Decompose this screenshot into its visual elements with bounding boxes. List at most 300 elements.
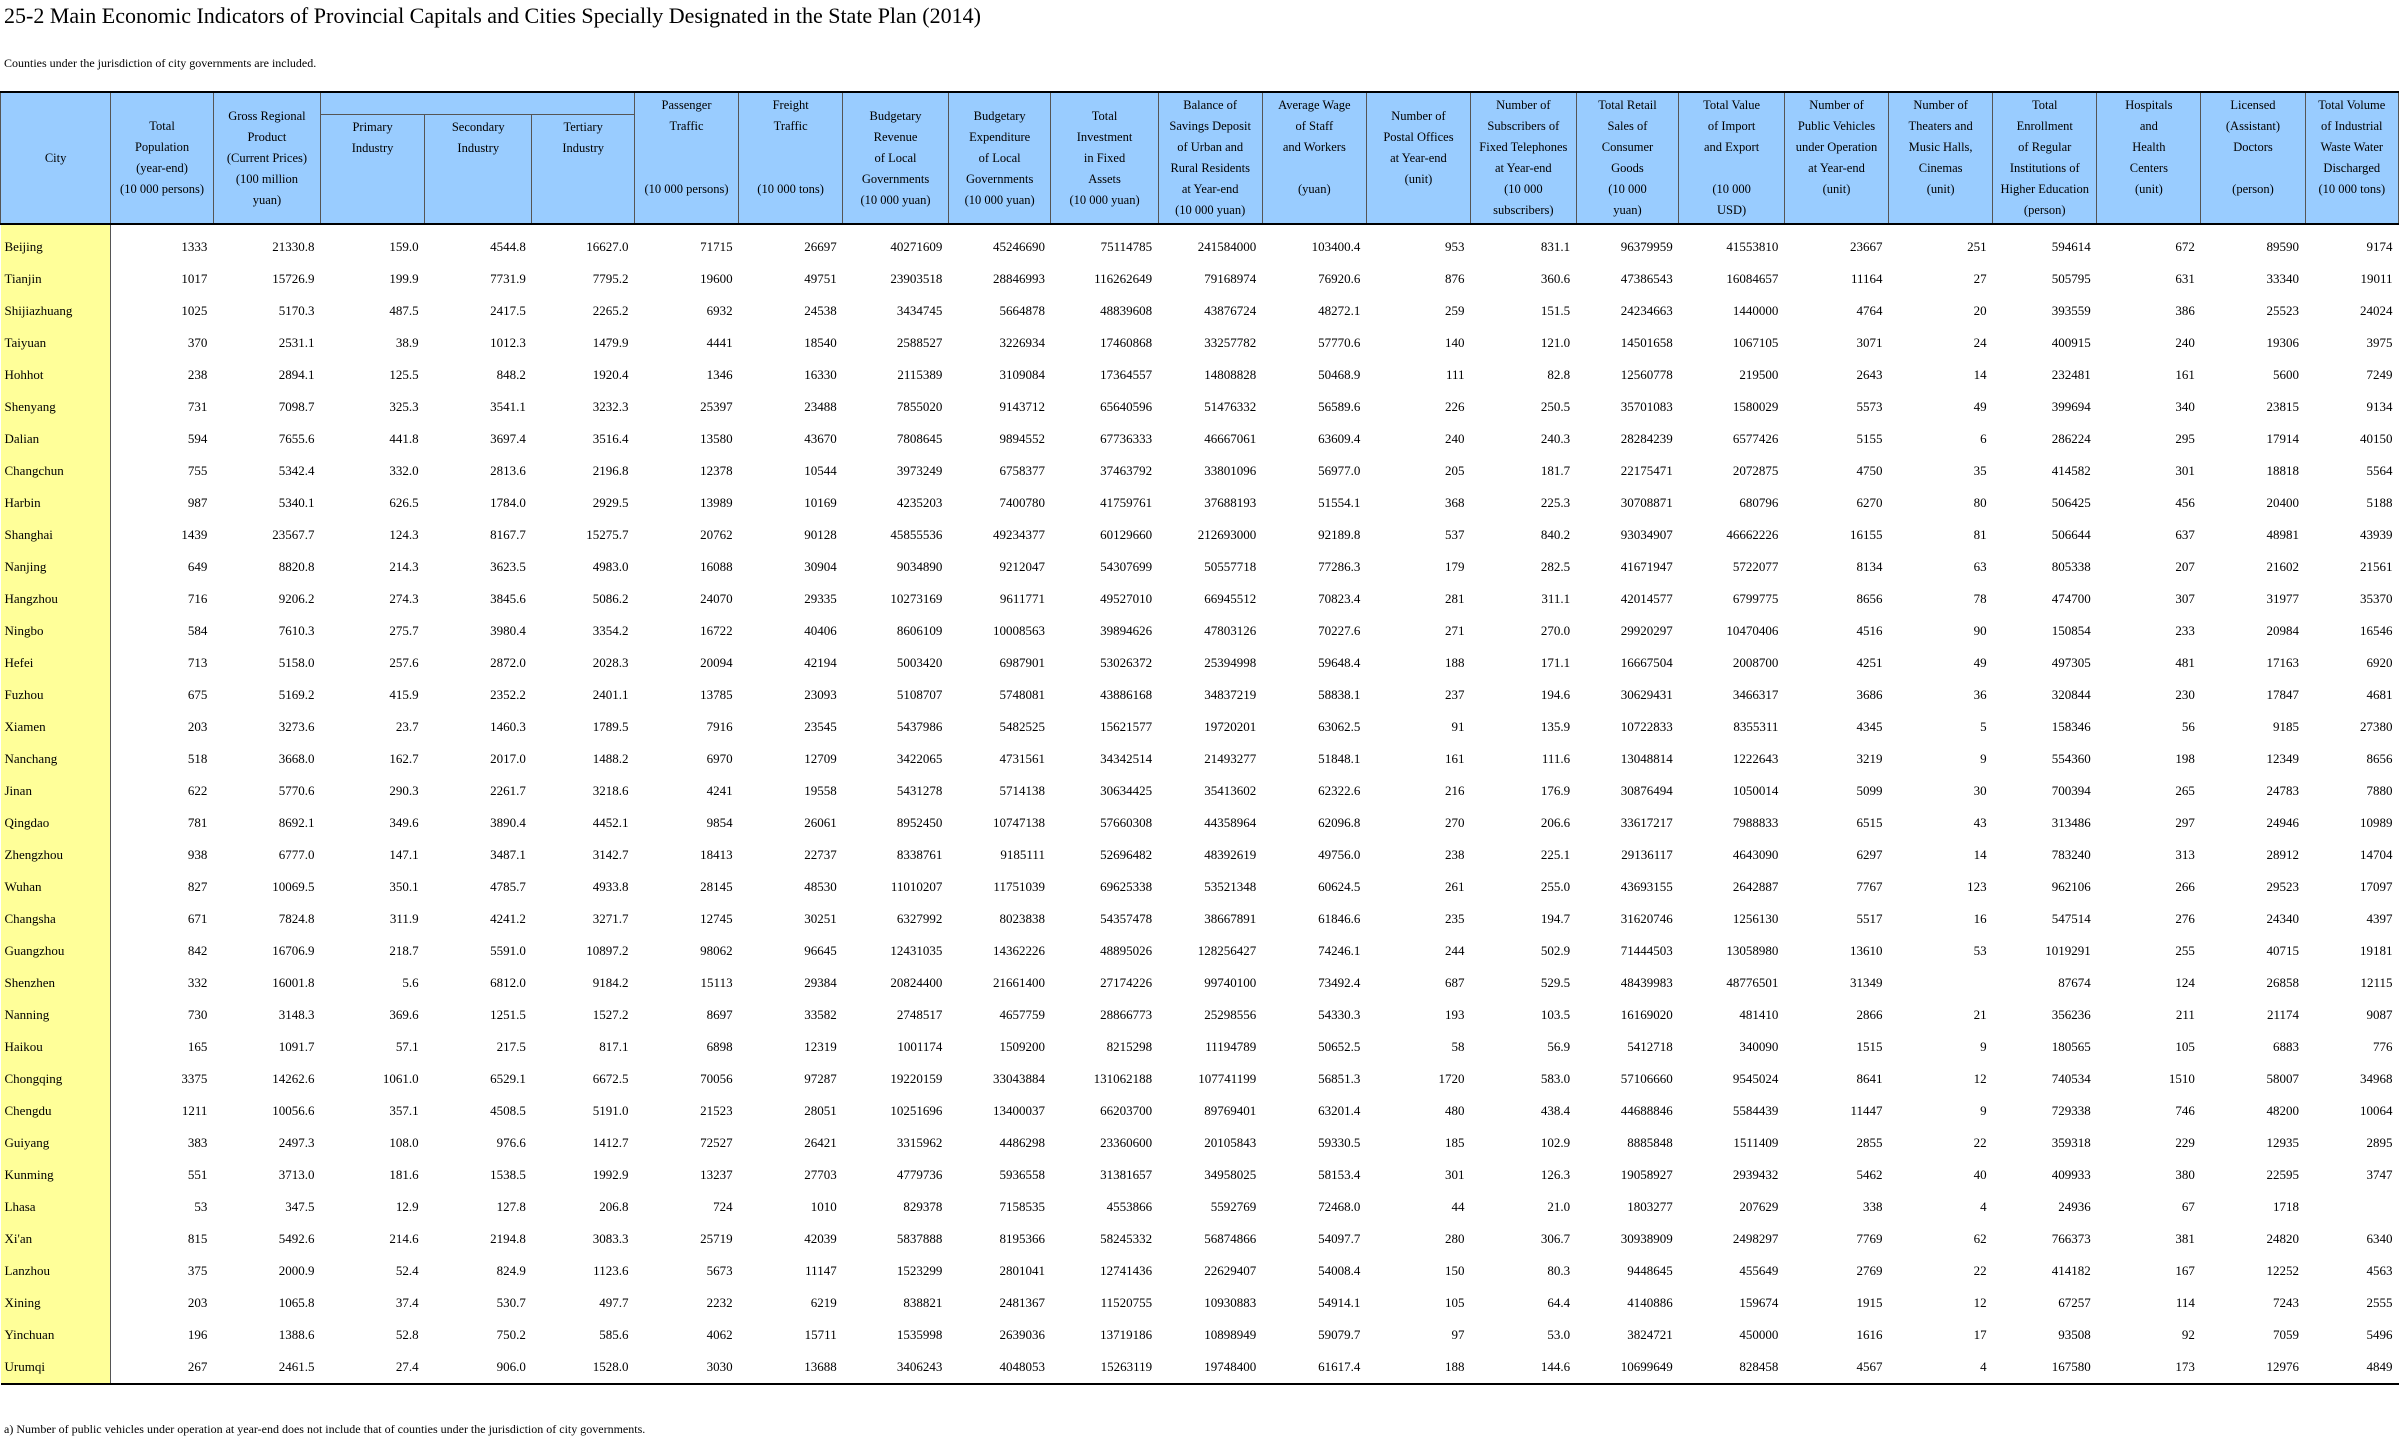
value-cell: 31349 — [1850, 975, 1883, 990]
value-cell: 188 — [1445, 655, 1465, 670]
value-cell: 9143712 — [999, 399, 1045, 414]
value-cell: 4516 — [1856, 623, 1883, 638]
city-name-cell: Guiyang — [1, 1127, 111, 1159]
value-cell: 438.4 — [1540, 1103, 1571, 1118]
value-cell: 3516.4 — [592, 431, 629, 446]
value-cell: 5664878 — [999, 303, 1045, 318]
value-cell: 76920.6 — [1318, 271, 1361, 286]
value-cell: 33257782 — [1204, 335, 1257, 350]
value-cell: 23360600 — [1100, 1135, 1153, 1150]
value-cell: 181.6 — [389, 1167, 419, 1182]
value-cell: 194.6 — [1540, 687, 1571, 702]
value-cell: 179 — [1445, 559, 1465, 574]
value-cell: 622 — [187, 783, 208, 798]
value-cell: 5412718 — [1627, 1039, 1673, 1054]
value-cell: 16330 — [804, 367, 837, 382]
value-cell: 3623.5 — [490, 559, 526, 574]
value-cell: 5169.2 — [278, 687, 315, 702]
value-cell: 1718 — [2273, 1199, 2300, 1214]
value-cell: 125.5 — [389, 367, 419, 382]
value-cell: 250.5 — [1540, 399, 1571, 414]
value-cell: 159.0 — [389, 239, 419, 254]
value-cell: 1333 — [181, 239, 208, 254]
value-cell: 60129660 — [1100, 527, 1153, 542]
value-cell: 4563 — [2366, 1263, 2393, 1278]
value-cell: 40406 — [804, 623, 837, 638]
value-cell: 828458 — [1679, 1351, 1785, 1384]
value-cell: 12 — [1973, 1295, 1987, 1310]
value-cell: 5673 — [706, 1263, 733, 1278]
value-cell: 529.5 — [1540, 975, 1571, 990]
value-cell: 12 — [1973, 1071, 1987, 1086]
value-cell: 14362226 — [992, 943, 1045, 958]
value-cell: 24 — [1973, 335, 1987, 350]
value-cell: 1123.6 — [593, 1263, 629, 1278]
value-cell: 481410 — [1739, 1007, 1779, 1022]
value-cell: 13237 — [700, 1167, 733, 1182]
value-cell: 815 — [187, 1231, 208, 1246]
value-cell: 58007 — [2266, 1071, 2300, 1086]
value-cell: 9894552 — [999, 431, 1045, 446]
value-cell: 9212047 — [999, 559, 1045, 574]
value-cell: 74246.1 — [1318, 943, 1361, 958]
value-cell: 12935 — [2266, 1135, 2300, 1150]
value-cell: 59079.7 — [1318, 1327, 1361, 1342]
value-cell: 6340 — [2366, 1231, 2393, 1246]
header-tertiary-industry: Tertiary Industry — [532, 115, 635, 225]
value-cell: 12378 — [700, 463, 733, 478]
value-cell: 10699649 — [1576, 1351, 1679, 1384]
value-cell: 47803126 — [1204, 623, 1257, 638]
value-cell: 1251.5 — [490, 1007, 526, 1022]
value-cell: 1067105 — [1732, 335, 1779, 350]
header-budgetary-expenditure-of-local-governments: Budgetary Expenditure of Local Governments (10 000 yuan) — [948, 92, 1051, 224]
value-cell: 2872.0 — [490, 655, 526, 670]
value-cell: 21.0 — [1547, 1199, 1571, 1214]
value-cell: 41759761 — [1100, 495, 1153, 510]
value-cell: 44 — [1451, 1199, 1465, 1214]
value-cell: 38667891 — [1204, 911, 1257, 926]
value-cell: 9185 — [2273, 719, 2300, 734]
value-cell: 2008700 — [1732, 655, 1779, 670]
value-cell: 72527 — [700, 1135, 733, 1150]
footnote: a) Number of public vehicles under operation at year-end does not include that of counties under the jurisdiction of city governments. — [4, 1422, 646, 1436]
value-cell: 3466317 — [1732, 687, 1779, 702]
value-cell: 56 — [2181, 719, 2195, 734]
value-cell: 1346 — [706, 367, 733, 382]
value-cell: 39894626 — [1100, 623, 1153, 638]
value-cell: 23667 — [1850, 239, 1883, 254]
value-cell: 2939432 — [1732, 1167, 1779, 1182]
value-cell: 740534 — [2051, 1071, 2091, 1086]
value-cell: 1065.8 — [278, 1295, 315, 1310]
value-cell: 10251696 — [890, 1103, 943, 1118]
value-cell: 3142.7 — [592, 847, 629, 862]
table-row — [1, 615, 2399, 647]
value-cell: 1915 — [1856, 1295, 1883, 1310]
value-cell: 824.9 — [496, 1263, 526, 1278]
value-cell: 158346 — [2051, 719, 2091, 734]
value-cell: 34342514 — [1100, 751, 1153, 766]
value-cell: 54307699 — [1100, 559, 1153, 574]
value-cell: 2588527 — [896, 335, 943, 350]
value-cell: 1535998 — [896, 1327, 943, 1342]
value-cell: 1439 — [181, 527, 208, 542]
table-row — [1, 1159, 2399, 1191]
table-row — [1, 1031, 2399, 1063]
value-cell: 9206.2 — [278, 591, 315, 606]
value-cell: 13989 — [700, 495, 733, 510]
value-cell: 450000 — [1739, 1327, 1779, 1342]
value-cell: 4251 — [1856, 655, 1883, 670]
value-cell: 311.1 — [1541, 591, 1571, 606]
value-cell: 502.9 — [1540, 943, 1571, 958]
value-cell: 12745 — [700, 911, 733, 926]
value-cell: 10169 — [804, 495, 837, 510]
value-cell: 5155 — [1856, 431, 1883, 446]
value-cell: 23488 — [804, 399, 837, 414]
value-cell: 124.3 — [389, 527, 419, 542]
value-cell: 9 — [1980, 1039, 1987, 1054]
value-cell: 530.7 — [496, 1295, 526, 1310]
value-cell: 70056 — [700, 1071, 733, 1086]
value-cell: 776 — [2373, 1039, 2393, 1054]
value-cell: 48439983 — [1620, 975, 1673, 990]
value-cell: 26697 — [804, 239, 837, 254]
value-cell: 2000.9 — [278, 1263, 315, 1278]
value-cell: 441.8 — [389, 431, 419, 446]
value-cell: 7731.9 — [490, 271, 526, 286]
value-cell: 270 — [1445, 815, 1465, 830]
city-name-cell: Zhengzhou — [1, 839, 111, 871]
value-cell: 102.9 — [1540, 1135, 1571, 1150]
value-cell: 28912 — [2266, 847, 2300, 862]
value-cell: 848.2 — [496, 367, 526, 382]
value-cell: 282.5 — [1540, 559, 1571, 574]
value-cell: 241584000 — [1197, 239, 1257, 254]
value-cell: 23545 — [804, 719, 837, 734]
value-cell: 5431278 — [896, 783, 943, 798]
value-cell: 98062 — [700, 943, 733, 958]
value-cell: 271 — [1445, 623, 1465, 638]
value-cell: 34958025 — [1204, 1167, 1257, 1182]
value-cell: 26421 — [804, 1135, 837, 1150]
value-cell: 10008563 — [992, 623, 1045, 638]
value-cell: 78 — [1973, 591, 1987, 606]
value-cell: 59330.5 — [1318, 1135, 1361, 1150]
value-cell: 518 — [187, 751, 208, 766]
value-cell: 24946 — [2266, 815, 2300, 830]
value-cell: 1920.4 — [592, 367, 629, 382]
value-cell: 9 — [1980, 751, 1987, 766]
value-cell: 40271609 — [890, 239, 943, 254]
value-cell: 2498297 — [1732, 1231, 1779, 1246]
value-cell: 2894.1 — [278, 367, 315, 382]
value-cell: 57106660 — [1620, 1071, 1673, 1086]
value-cell: 480 — [1445, 1103, 1465, 1118]
value-cell: 58153.4 — [1318, 1167, 1361, 1182]
value-cell: 4486298 — [999, 1135, 1045, 1150]
value-cell: 214.3 — [389, 559, 419, 574]
value-cell: 12431035 — [890, 943, 943, 958]
value-cell: 11147 — [805, 1263, 837, 1278]
table-row — [1, 1319, 2399, 1351]
value-cell: 203 — [187, 1295, 208, 1310]
value-cell: 4 — [1889, 1351, 1993, 1384]
value-cell: 56589.6 — [1318, 399, 1361, 414]
city-name-cell: Hohhot — [1, 359, 111, 391]
value-cell: 49 — [1973, 399, 1987, 414]
value-cell: 1019291 — [2045, 943, 2091, 958]
value-cell: 671 — [187, 911, 208, 926]
value-cell: 5342.4 — [278, 463, 315, 478]
value-cell: 3375 — [181, 1071, 208, 1086]
value-cell: 313486 — [2051, 815, 2091, 830]
value-cell: 43 — [1973, 815, 1987, 830]
value-cell: 730 — [187, 1007, 208, 1022]
value-cell: 7098.7 — [278, 399, 315, 414]
value-cell: 746 — [2175, 1103, 2195, 1118]
value-cell: 71444503 — [1620, 943, 1673, 958]
value-cell: 10544 — [804, 463, 837, 478]
value-cell: 51554.1 — [1318, 495, 1361, 510]
value-cell: 3890.4 — [490, 815, 526, 830]
value-cell: 42194 — [804, 655, 837, 670]
value-cell: 349.6 — [389, 815, 419, 830]
value-cell: 22629407 — [1204, 1263, 1257, 1278]
value-cell: 9185111 — [1000, 847, 1045, 862]
value-cell: 4750 — [1856, 463, 1883, 478]
value-cell: 255.0 — [1540, 879, 1571, 894]
value-cell: 226 — [1445, 399, 1465, 414]
value-cell: 19220159 — [890, 1071, 943, 1086]
value-cell: 35370 — [2360, 591, 2393, 606]
value-cell: 301 — [2175, 463, 2195, 478]
value-cell: 270.0 — [1540, 623, 1571, 638]
value-cell: 594 — [187, 431, 208, 446]
value-cell: 4779736 — [896, 1167, 943, 1182]
value-cell: 755 — [187, 463, 208, 478]
value-cell: 40 — [1973, 1167, 1987, 1182]
table-row — [1, 519, 2399, 551]
value-cell: 22737 — [804, 847, 837, 862]
value-cell: 3071 — [1856, 335, 1883, 350]
city-name-cell: Nanjing — [1, 551, 111, 583]
table-row — [1, 711, 2399, 743]
value-cell: 9854 — [706, 815, 733, 830]
table-row — [1, 1063, 2399, 1095]
value-cell: 20094 — [700, 655, 733, 670]
value-cell: 4731561 — [999, 751, 1045, 766]
value-cell: 6 — [1980, 431, 1987, 446]
value-cell: 649 — [187, 559, 208, 574]
value-cell: 4397 — [2366, 911, 2393, 926]
value-cell: 7916 — [706, 719, 733, 734]
value-cell: 176.9 — [1540, 783, 1571, 798]
value-cell: 14 — [1973, 367, 1987, 382]
value-cell: 49527010 — [1100, 591, 1153, 606]
value-cell: 9 — [1980, 1103, 1987, 1118]
value-cell: 537 — [1445, 527, 1465, 542]
value-cell: 193 — [1445, 1007, 1465, 1022]
value-cell: 5573 — [1856, 399, 1883, 414]
value-cell: 54097.7 — [1318, 1231, 1361, 1246]
value-cell: 8641 — [1856, 1071, 1883, 1086]
value-cell: 40715 — [2266, 943, 2300, 958]
value-cell: 33582 — [804, 1007, 837, 1022]
value-cell: 10898949 — [1204, 1327, 1257, 1342]
value-cell: 1025 — [181, 303, 208, 318]
city-name-cell: Hangzhou — [1, 583, 111, 615]
value-cell: 2196.8 — [592, 463, 629, 478]
value-cell: 2855 — [1856, 1135, 1883, 1150]
value-cell: 10722833 — [1620, 719, 1673, 734]
value-cell: 20984 — [2266, 623, 2300, 638]
value-cell: 107741199 — [1198, 1071, 1257, 1086]
value-cell: 8952450 — [896, 815, 943, 830]
value-cell: 144.6 — [1471, 1351, 1577, 1384]
header-average-wage-of-staff-and-workers: Average Wage of Staff and Workers (yuan) — [1262, 92, 1366, 224]
value-cell: 5564 — [2366, 463, 2393, 478]
value-cell: 45246690 — [992, 239, 1045, 254]
value-cell: 82.8 — [1547, 367, 1571, 382]
value-cell: 52.4 — [395, 1263, 419, 1278]
value-cell: 30876494 — [1620, 783, 1673, 798]
value-cell: 551 — [187, 1167, 208, 1182]
value-cell: 28866773 — [1100, 1007, 1153, 1022]
value-cell: 17 — [1973, 1327, 1987, 1342]
value-cell: 67257 — [2058, 1295, 2091, 1310]
value-cell: 58 — [1451, 1039, 1465, 1054]
value-cell: 18413 — [700, 847, 733, 862]
value-cell: 19011 — [2360, 271, 2393, 286]
value-cell: 3354.2 — [592, 623, 629, 638]
value-cell: 25523 — [2266, 303, 2300, 318]
value-cell: 80 — [1973, 495, 1987, 510]
value-cell: 805338 — [2051, 559, 2091, 574]
value-cell: 3747 — [2366, 1167, 2393, 1182]
value-cell: 41671947 — [1620, 559, 1673, 574]
value-cell: 167 — [2175, 1263, 2195, 1278]
value-cell: 2481367 — [999, 1295, 1045, 1310]
value-cell: 10989 — [2360, 815, 2393, 830]
value-cell: 7767 — [1856, 879, 1883, 894]
value-cell: 1460.3 — [490, 719, 526, 734]
city-name-cell: Shanghai — [1, 519, 111, 551]
value-cell: 16722 — [700, 623, 733, 638]
value-cell: 5600 — [2273, 367, 2300, 382]
value-cell: 370 — [187, 335, 208, 350]
header-number-of-theaters-and-music-halls-cinemas: Number of Theaters and Music Halls, Cinemas (unit) — [1889, 92, 1993, 224]
value-cell: 59648.4 — [1318, 655, 1361, 670]
value-cell: 4785.7 — [490, 879, 526, 894]
value-cell: 547514 — [2051, 911, 2091, 926]
value-cell: 5003420 — [896, 655, 943, 670]
value-cell: 4544.8 — [490, 239, 526, 254]
value-cell: 165 — [187, 1039, 208, 1054]
value-cell: 12349 — [2266, 751, 2300, 766]
value-cell: 5108707 — [896, 687, 943, 702]
value-cell: 4235203 — [896, 495, 943, 510]
value-cell: 16088 — [700, 559, 733, 574]
value-cell: 15621577 — [1100, 719, 1153, 734]
value-cell: 43939 — [2360, 527, 2393, 542]
value-cell: 27.4 — [321, 1351, 425, 1384]
value-cell: 17914 — [2266, 431, 2300, 446]
value-cell: 5517 — [1856, 911, 1883, 926]
value-cell: 3218.6 — [592, 783, 629, 798]
value-cell: 2232 — [706, 1295, 733, 1310]
value-cell: 71715 — [700, 239, 733, 254]
indicators-table — [0, 91, 2399, 1385]
value-cell: 48839608 — [1100, 303, 1153, 318]
value-cell: 409933 — [2051, 1167, 2091, 1182]
value-cell: 30708871 — [1620, 495, 1673, 510]
value-cell: 15275.7 — [586, 527, 629, 542]
value-cell: 783240 — [2051, 847, 2091, 862]
table-body — [1, 224, 2399, 1384]
value-cell: 57.1 — [395, 1039, 419, 1054]
value-cell: 456 — [2175, 495, 2195, 510]
value-cell: 3273.6 — [278, 719, 315, 734]
value-cell: 91 — [1451, 719, 1465, 734]
value-cell: 6515 — [1856, 815, 1883, 830]
value-cell: 181.7 — [1540, 463, 1571, 478]
value-cell: 2813.6 — [490, 463, 526, 478]
value-cell: 214.6 — [389, 1231, 419, 1246]
value-cell: 11164 — [1851, 271, 1883, 286]
table-row — [1, 1127, 2399, 1159]
value-cell: 50652.5 — [1318, 1039, 1361, 1054]
value-cell: 2194.8 — [490, 1231, 526, 1246]
value-cell: 49234377 — [992, 527, 1045, 542]
value-cell: 173 — [2097, 1351, 2201, 1384]
value-cell: 16546 — [2360, 623, 2393, 638]
value-cell: 43876724 — [1204, 303, 1257, 318]
value-cell: 399694 — [2051, 399, 2091, 414]
header-total-volume-of-industrial-waste-water-discharged: Total Volume of Industrial Waste Water Discharged (10 000 tons) — [2305, 92, 2398, 224]
value-cell: 953 — [1445, 239, 1465, 254]
value-cell: 2497.3 — [278, 1135, 315, 1150]
value-cell: 5722077 — [1732, 559, 1779, 574]
value-cell: 17460868 — [1100, 335, 1153, 350]
value-cell: 3148.3 — [278, 1007, 315, 1022]
value-cell: 8820.8 — [278, 559, 315, 574]
value-cell: 27174226 — [1100, 975, 1153, 990]
value-cell: 594614 — [2051, 239, 2091, 254]
table-row — [1, 967, 2399, 999]
value-cell: 13580 — [700, 431, 733, 446]
value-cell: 1523299 — [896, 1263, 943, 1278]
value-cell: 12560778 — [1620, 367, 1673, 382]
value-cell: 12709 — [804, 751, 837, 766]
value-cell: 781 — [187, 815, 208, 830]
value-cell: 13785 — [700, 687, 733, 702]
value-cell: 4441 — [706, 335, 733, 350]
value-cell: 28051 — [804, 1103, 837, 1118]
value-cell: 680796 — [1739, 495, 1779, 510]
table-row — [1, 551, 2399, 583]
value-cell: 3030 — [634, 1351, 738, 1384]
city-name-cell: Beijing — [1, 224, 111, 263]
value-cell: 26858 — [2266, 975, 2300, 990]
value-cell: 5482525 — [999, 719, 1045, 734]
value-cell: 332.0 — [389, 463, 419, 478]
table-row — [1, 263, 2399, 295]
value-cell: 5748081 — [999, 687, 1045, 702]
city-name-cell: Lhasa — [1, 1191, 111, 1223]
value-cell: 8215298 — [1106, 1039, 1153, 1054]
